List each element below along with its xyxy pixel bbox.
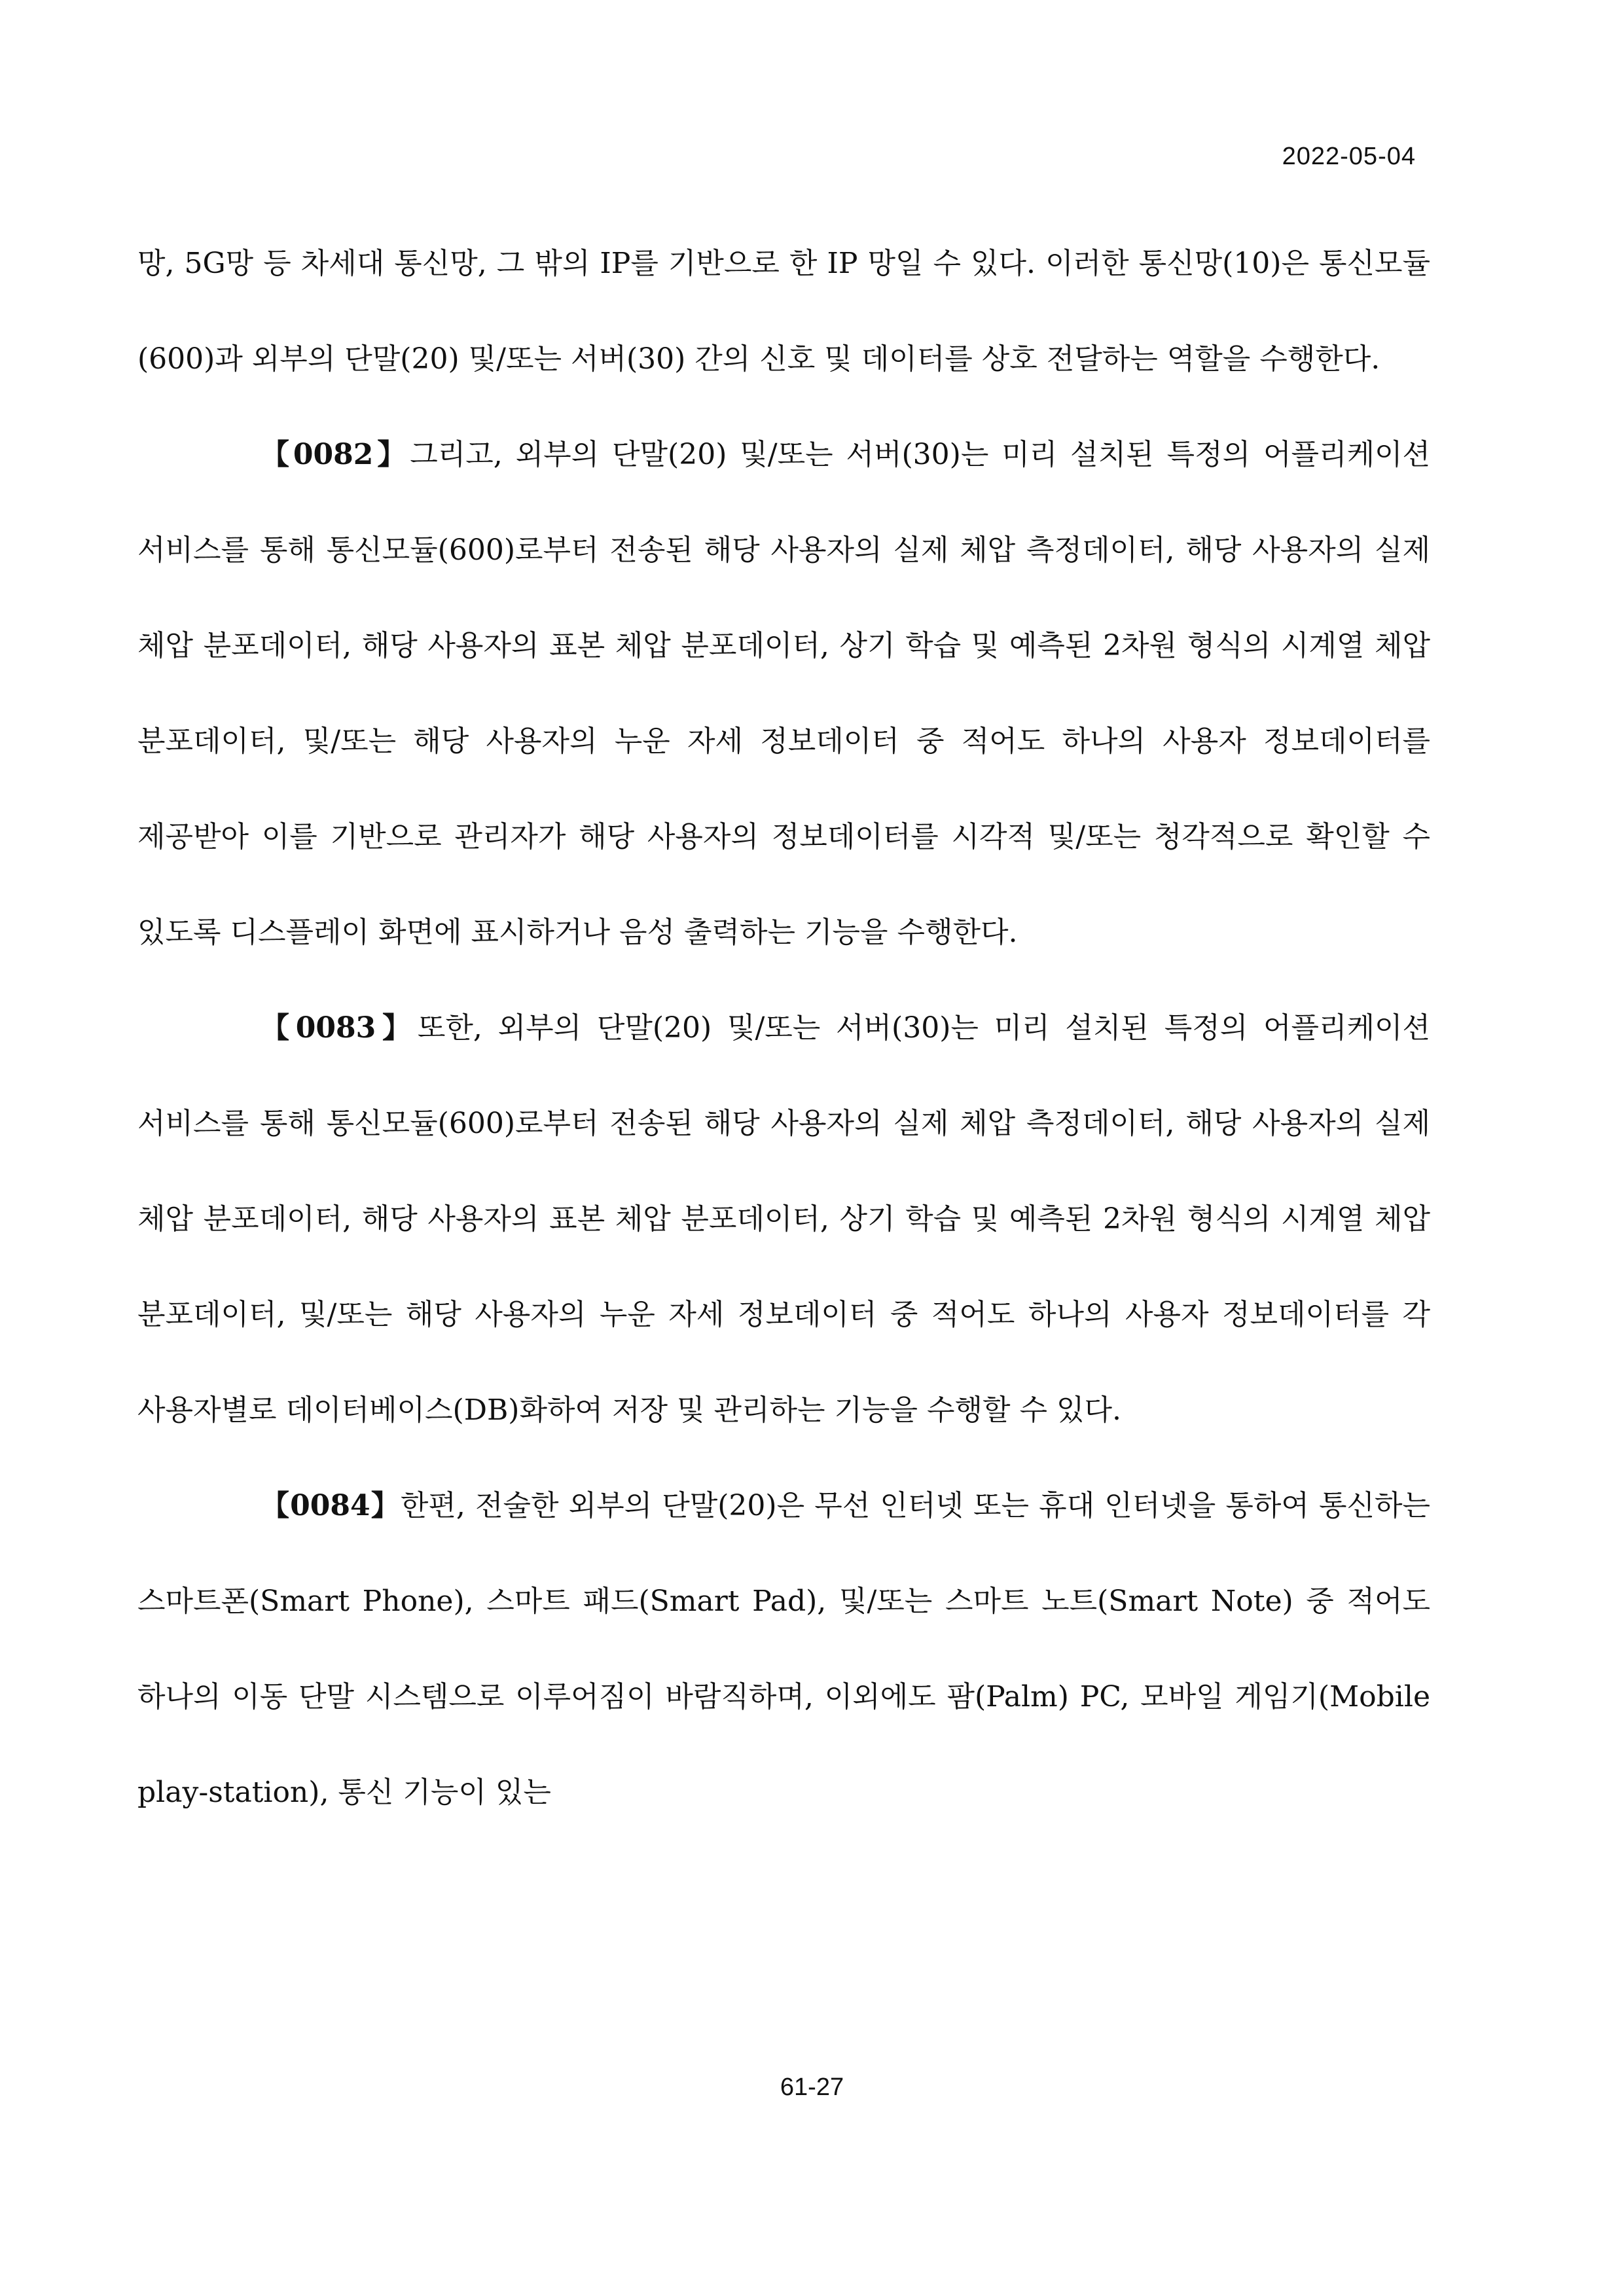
paragraph-text: 한편, 전술한 외부의 단말(20)은 무선 인터넷 또는 휴대 인터넷을 통하여 통신하는 스마트폰(Smart Phone), 스마트 패드(Smart Pad), 및/또는 스마트 노트(Smart Note) 중 적어도 하나의 이동 단말 시스템으로 이루어짐이 바람직하며, 이외에도 팜(Palm) PC, 모바일 게임기(Mobile play-station), 통신 기능이 있는	[137, 1489, 1431, 1809]
paragraph-0084	[137, 1458, 1430, 1840]
paragraph-number: 【0083】	[261, 1011, 418, 1045]
page-number: 61-27	[780, 2073, 844, 2101]
paragraph-text: 망, 5G망 등 차세대 통신망, 그 밖의 IP를 기반으로 한 IP 망일 수 있다. 이러한 통신망(10)은 통신모듈(600)과 외부의 단말(20) 및/또는 서버(30) 간의 신호 및 데이터를 상호 전달하는 역할을 수행한다.	[137, 247, 1430, 376]
paragraph-0082	[137, 407, 1430, 980]
paragraph-continuation	[137, 216, 1430, 407]
page-date: 2022-05-04	[1282, 143, 1416, 170]
paragraph-number: 【0082】	[261, 438, 410, 471]
paragraph-number: 【0084】	[261, 1489, 401, 1522]
paragraph-0083	[137, 980, 1430, 1458]
document-body	[137, 216, 1430, 1840]
paragraph-text: 그리고, 외부의 단말(20) 및/또는 서버(30)는 미리 설치된 특정의 어플리케이션 서비스를 통해 통신모듈(600)로부터 전송된 해당 사용자의 실제 체압 측정데이터, 해당 사용자의 실제 체압 분포데이터, 해당 사용자의 표본 체압 분포데이터, 상기 학습 및 예측된 2차원 형식의 시계열 체압 분포데이터, 및/또는 해당 사용자의 누운 자세 정보데이터 중 적어도 하나의 사용자 정보데이터를 제공받아 이를 기반으로 관리자가 해당 사용자의 정보데이터를 시각적 및/또는 청각적으로 확인할 수 있도록 디스플레이 화면에 표시하거나 음성 출력하는 기능을 수행한다.	[137, 438, 1430, 949]
paragraph-text: 또한, 외부의 단말(20) 및/또는 서버(30)는 미리 설치된 특정의 어플리케이션 서비스를 통해 통신모듈(600)로부터 전송된 해당 사용자의 실제 체압 측정데이터, 해당 사용자의 실제 체압 분포데이터, 해당 사용자의 표본 체압 분포데이터, 상기 학습 및 예측된 2차원 형식의 시계열 체압 분포데이터, 및/또는 해당 사용자의 누운 자세 정보데이터 중 적어도 하나의 사용자 정보데이터를 각 사용자별로 데이터베이스(DB)화하여 저장 및 관리하는 기능을 수행할 수 있다.	[137, 1011, 1430, 1427]
